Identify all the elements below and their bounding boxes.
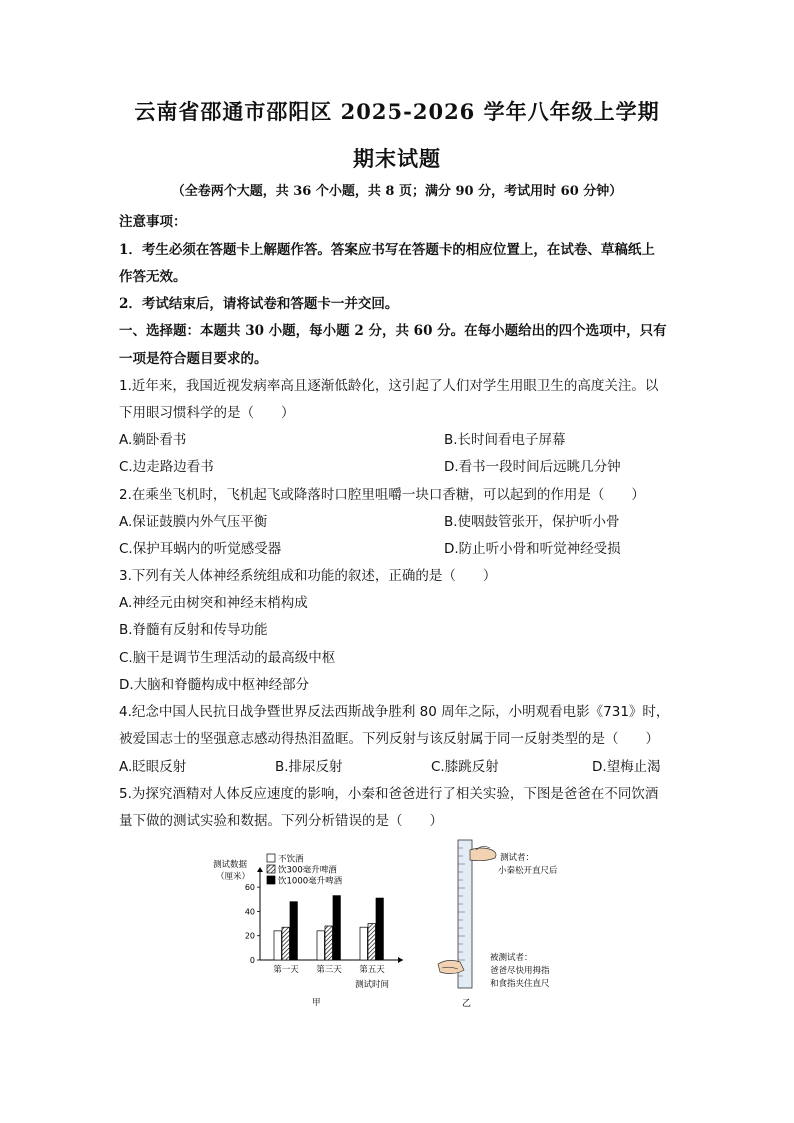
exam-info: （全卷两个大题，共 36 个小题，共 8 页；满分 90 分，考试用时 60 分钟） xyxy=(171,184,623,199)
legend-swatch xyxy=(267,876,275,884)
bar xyxy=(333,896,340,960)
q1-stem-a: 1.近年来，我国近视发病率高且逐渐低龄化，这引起了人们对学生用眼卫生的高度关注。以 xyxy=(119,378,659,394)
subject-label-3: 和食指夹住直尺 xyxy=(490,979,550,989)
q1-option-b[interactable]: B.长时间看电子屏幕 xyxy=(444,432,566,448)
q5-stem-b: 量下做的测试实验和数据。下列分析错误的是（ ） xyxy=(119,813,443,829)
y-tick-label: 40 xyxy=(244,907,255,917)
q4-option-c[interactable]: C.膝跳反射 xyxy=(431,759,499,775)
q2-option-d[interactable]: D.防止听小骨和听觉神经受损 xyxy=(444,541,621,557)
q4-stem-b: 被爱国志士的坚强意志感动得热泪盈眶。下列反射与该反射属于同一反射类型的是（ ） xyxy=(119,731,659,747)
subject-label-2: 爸爸尽快用拇指 xyxy=(490,966,550,976)
x-tick-label: 第五天 xyxy=(359,965,385,975)
exam-title-line1: 云南省邵通市邵阳区 2025-2026 学年八年级上学期 xyxy=(134,99,660,124)
bar xyxy=(325,926,332,960)
y-tick-label: 0 xyxy=(249,956,255,965)
y-tick-label: 60 xyxy=(244,883,255,893)
legend-label: 饮300毫升啤酒 xyxy=(278,865,337,876)
notes-item1-b: 作答无效。 xyxy=(119,269,187,285)
figure-jia-bar-chart xyxy=(205,845,410,1010)
legend-label: 不饮酒 xyxy=(278,854,304,865)
q3-option-a[interactable]: A.神经元由树突和神经末梢构成 xyxy=(119,595,308,611)
tester-label-2: 小秦松开直尺后 xyxy=(498,866,558,876)
q1-option-a[interactable]: A.躺卧看书 xyxy=(119,432,187,448)
q4-option-d[interactable]: D.望梅止渴 xyxy=(592,759,661,775)
q4-stem-a: 4.纪念中国人民抗日战争暨世界反法西斯战争胜利 80 周年之际，小明观看电影《731》时， xyxy=(119,704,670,720)
bar xyxy=(282,927,289,960)
bar xyxy=(317,931,324,960)
section1-heading-a: 一、选择题：本题共 30 小题，每小题 2 分，共 60 分。在每小题给出的四个选项中，只有 xyxy=(119,323,667,339)
notes-heading: 注意事项： xyxy=(119,214,187,230)
q1-option-c[interactable]: C.边走路边看书 xyxy=(119,459,214,475)
q3-option-b[interactable]: B.脊髓有反射和传导功能 xyxy=(119,622,268,638)
q4-option-a[interactable]: A.眨眼反射 xyxy=(119,759,187,775)
y-tick-label: 20 xyxy=(244,931,255,941)
q2-option-b[interactable]: B.使咽鼓管张开，保护听小骨 xyxy=(444,514,620,530)
section1-heading-b: 一项是符合题目要求的。 xyxy=(119,351,268,367)
exam-title-line2: 期末试题 xyxy=(353,146,441,171)
tester-label-1: 测试者： xyxy=(500,853,535,863)
q5-stem-a: 5.为探究酒精对人体反应速度的影响，小秦和爸爸进行了相关实验，下图是爸爸在不同饮酒 xyxy=(119,786,659,802)
notes-item2: 2．考试结束后，请将试卷和答题卡一并交回。 xyxy=(119,296,399,312)
notes-item1-a: 1．考生必须在答题卡上解题作答。答案应书写在答题卡的相应位置上，在试卷、草稿纸上 xyxy=(119,242,655,258)
figure-yi-caption: 乙 xyxy=(462,999,472,1009)
bar xyxy=(274,931,281,960)
figure-yi-ruler-test xyxy=(430,838,590,1013)
legend-swatch xyxy=(267,865,275,873)
figure-jia-caption: 甲 xyxy=(312,998,321,1008)
q2-option-c[interactable]: C.保护耳蜗内的听觉感受器 xyxy=(119,541,282,557)
x-tick-label: 第三天 xyxy=(316,965,342,975)
chart-bars xyxy=(274,896,383,960)
bar xyxy=(360,927,367,960)
x-tick-label: 第一天 xyxy=(273,965,299,975)
legend-swatch xyxy=(267,854,275,862)
q2-stem: 2.在乘坐飞机时，飞机起飞或降落时口腔里咀嚼一块口香糖，可以起到的作用是（ ） xyxy=(119,487,645,503)
q1-stem-b: 下用眼习惯科学的是（ ） xyxy=(119,405,295,421)
subject-label-1: 被测试者： xyxy=(490,953,533,963)
q3-option-d[interactable]: D.大脑和脊髓构成中枢神经部分 xyxy=(119,677,310,693)
y-axis-label-2: （厘米） xyxy=(216,872,251,882)
bar xyxy=(290,902,297,960)
q1-option-d[interactable]: D.看书一段时间后远眺几分钟 xyxy=(444,459,621,475)
tester-hand xyxy=(470,848,496,861)
y-axis-label-1: 测试数据 xyxy=(213,860,248,870)
bar xyxy=(376,898,383,960)
bar xyxy=(368,924,375,960)
q2-option-a[interactable]: A.保证鼓膜内外气压平衡 xyxy=(119,514,268,530)
q3-option-c[interactable]: C.脑干是调节生理活动的最高级中枢 xyxy=(119,650,336,666)
q4-option-b[interactable]: B.排尿反射 xyxy=(275,759,343,775)
x-axis-label: 测试时间 xyxy=(355,980,390,990)
q3-stem: 3.下列有关人体神经系统组成和功能的叙述，正确的是（ ） xyxy=(119,568,497,584)
legend-label: 饮1000毫升啤酒 xyxy=(278,876,343,887)
chart-legend xyxy=(267,854,343,887)
subject-hand xyxy=(438,960,464,973)
